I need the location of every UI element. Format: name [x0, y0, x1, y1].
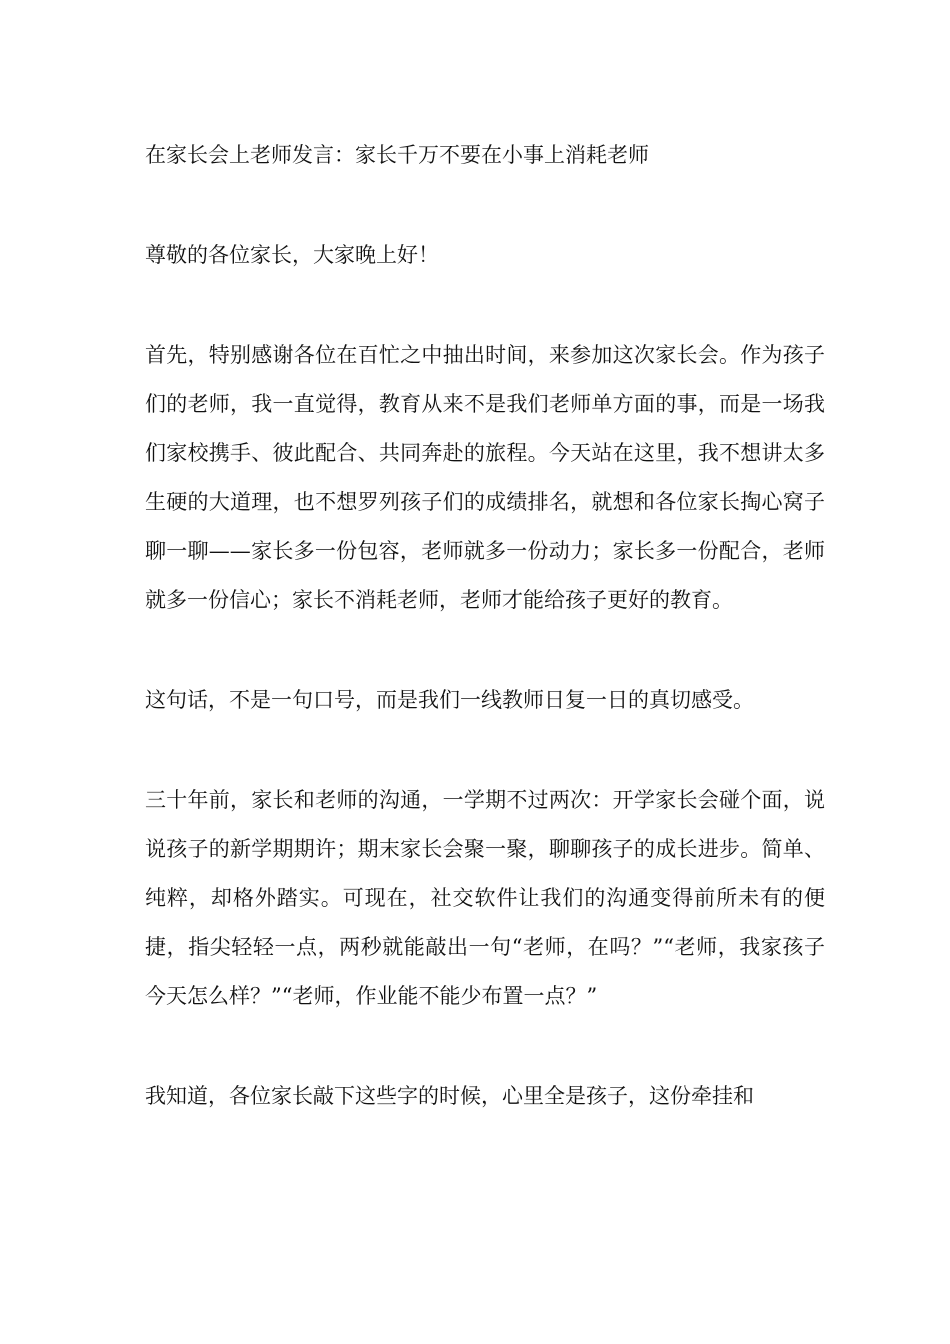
document-body — [145, 131, 825, 1121]
paragraph-parents-care: 我知道，各位家长敲下这些字的时候，心里全是孩子，这份牵挂和 — [145, 1084, 754, 1108]
paragraph-greeting: 尊敬的各位家长，大家晚上好！ — [145, 243, 439, 267]
document-title: 在家长会上老师发言：家长千万不要在小事上消耗老师 — [145, 143, 649, 167]
paragraph-intro: 首先，特别感谢各位在百忙之中抽出时间，来参加这次家长会。作为孩子们的老师，我一直觉得，教育从来不是我们老师单方面的事，而是一场我们家校携手、彼此配合、共同奔赴的旅程。今天站在这里，我不想讲太多生硬的大道理，也不想罗列孩子们的成绩排名，就想和各位家长掏心窝子聊一聊——家长多一份包容，老师就多一份动力；家长多一份配合，老师就多一份信心；家长不消耗老师，老师才能给孩子更好的教育。 — [145, 343, 825, 612]
paragraph-slogan: 这句话，不是一句口号，而是我们一线教师日复一日的真切感受。 — [145, 688, 754, 712]
paragraph-communication: 三十年前，家长和老师的沟通，一学期不过两次：开学家长会碰个面，说说孩子的新学期期许；期末家长会聚一聚，聊聊孩子的成长进步。简单、纯粹，却格外踏实。可现在，社交软件让我们的沟通变得前所未有的便捷，指尖轻轻一点，两秒就能敲出一句“老师，在吗？”“老师，我家孩子今天怎么样？”“老师，作业能不能少布置一点？” — [145, 788, 825, 1008]
